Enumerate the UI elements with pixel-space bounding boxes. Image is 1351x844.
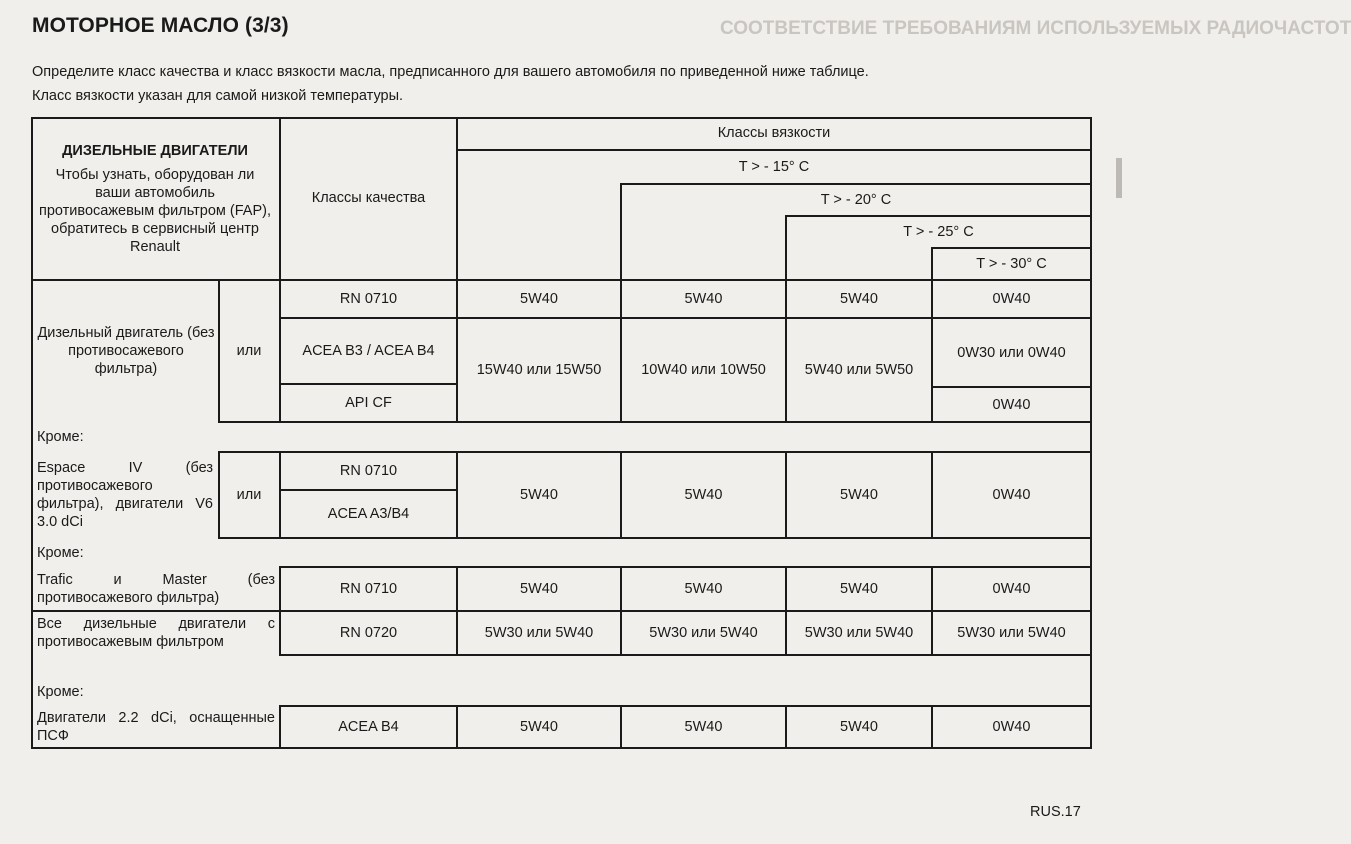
intro-text <box>32 60 1032 108</box>
quality-acea-b4: ACEA B4 <box>338 719 399 735</box>
or-label: или <box>236 343 262 359</box>
value-cell: 5W30 или 5W40 <box>804 625 914 641</box>
value-cell: 15W40 или 15W50 <box>476 362 602 378</box>
quality-rn0710: RN 0710 <box>339 463 398 479</box>
header-temp-30: T > - 30° C <box>976 256 1047 272</box>
value-cell: 5W40 <box>684 291 723 307</box>
value-cell: 5W40 <box>520 487 558 503</box>
header-viscosity-classes: Классы вязкости <box>717 125 831 141</box>
value-cell: 5W30 или 5W40 <box>484 625 594 641</box>
value-cell: 5W40 или 5W50 <box>804 362 914 378</box>
value-cell: 5W40 <box>520 719 558 735</box>
value-cell: 5W30 или 5W40 <box>649 625 758 641</box>
engine-trafic-master: Trafic и Master (без противосажевого фильтра) <box>37 572 275 606</box>
quality-acea-a3-b4: ACEA A3/B4 <box>327 506 410 522</box>
except-label: Кроме: <box>37 429 84 445</box>
except-label: Кроме: <box>37 683 84 700</box>
header-temp-20: T > - 20° C <box>820 192 892 208</box>
header-temp-15: T > - 15° C <box>738 159 810 175</box>
or-label: или <box>236 487 262 503</box>
value-cell: 5W40 <box>520 291 558 307</box>
engine-diesel-no-fap: Дизельный двигатель (без противосажевого фильтра) <box>37 325 215 377</box>
value-cell: 5W40 <box>840 719 878 735</box>
intro-line-1: Определите класс качества и класс вязкости масла, предписанного для вашего автомобиля по приведенной ниже таблице. <box>32 64 869 80</box>
except-label: Кроме: <box>37 544 84 561</box>
quality-api-cf: API CF <box>345 395 392 411</box>
value-cell: 5W40 <box>520 581 558 597</box>
value-cell: 0W40 <box>992 396 1031 413</box>
quality-rn0710: RN 0710 <box>339 291 398 307</box>
value-cell: 5W40 <box>840 291 878 307</box>
quality-rn0710: RN 0710 <box>339 581 398 597</box>
value-cell: 5W40 <box>840 487 878 503</box>
value-cell: 0W40 <box>992 487 1031 503</box>
engine-2-2-dci-fap: Двигатели 2.2 dCi, оснащенные ПСФ <box>37 710 275 744</box>
value-cell: 0W30 или 0W40 <box>957 344 1066 361</box>
engine-all-diesel-fap: Все дизельные двигатели с противосажевым фильтром <box>37 616 275 650</box>
quality-acea-b3-b4: ACEA B3 / ACEA B4 <box>302 343 435 359</box>
oil-table <box>31 117 1091 749</box>
header-diesel-title: ДИЗЕЛЬНЫЕ ДВИГАТЕЛИ <box>62 143 248 159</box>
engine-espace-iv: Espace IV (без противосажевого фильтра), двигатели V6 3.0 dCi <box>37 460 213 530</box>
value-cell: 5W30 или 5W40 <box>957 625 1066 641</box>
header-temp-25: T > - 25° C <box>903 224 974 240</box>
page-edge-tab <box>1116 158 1122 198</box>
intro-line-2: Класс вязкости указан для самой низкой температуры. <box>32 88 404 104</box>
page-number: RUS.17 <box>1030 804 1081 820</box>
page-title: МОТОРНОЕ МАСЛО (3/3) <box>32 14 289 37</box>
header-diesel-cell <box>39 129 271 269</box>
value-cell: 5W40 <box>684 487 723 503</box>
value-cell: 5W40 <box>840 581 878 597</box>
value-cell: 5W40 <box>684 719 723 735</box>
value-cell: 0W40 <box>992 581 1031 597</box>
value-cell: 5W40 <box>684 581 723 597</box>
value-cell: 0W40 <box>992 719 1031 735</box>
header-diesel-note: Чтобы узнать, оборудован ли ваши автомобиль противосажевым фильтром (FAP), обратитесь в сервисный центр Renault <box>39 167 271 255</box>
quality-rn0720: RN 0720 <box>339 625 398 641</box>
value-cell: 0W40 <box>992 291 1031 307</box>
value-cell: 10W40 или 10W50 <box>641 362 766 378</box>
header-quality-classes: Классы качества <box>311 190 426 206</box>
ghost-heading: СООТВЕТСТВИЕ ТРЕБОВАНИЯМ ИСПОЛЬЗУЕМЫХ РАДИОЧАСТОТ <box>720 18 1351 39</box>
